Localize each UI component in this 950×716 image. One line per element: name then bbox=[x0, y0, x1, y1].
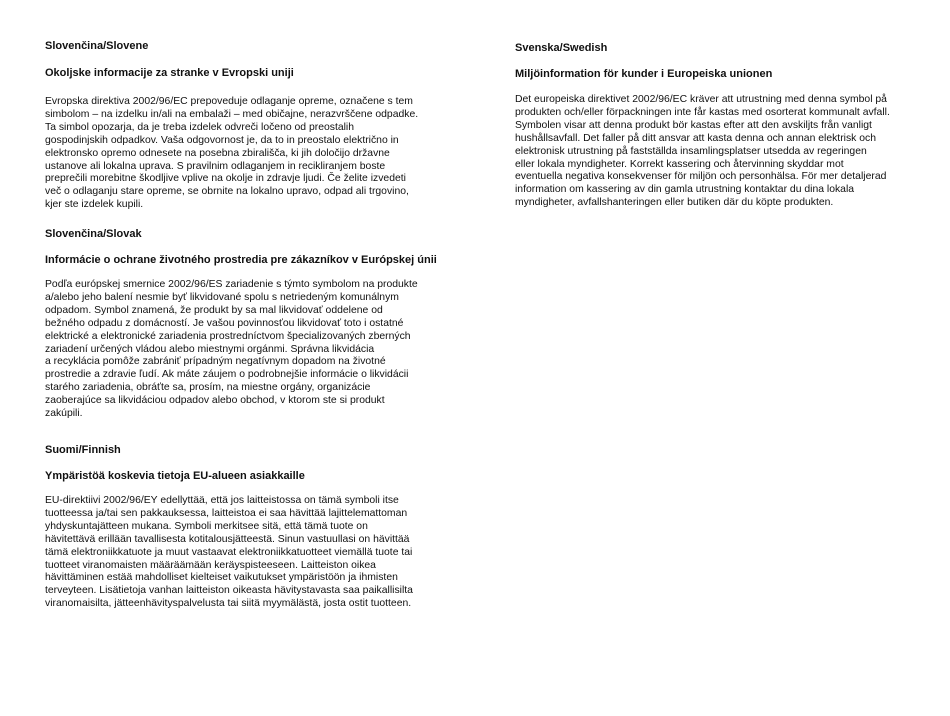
body-line: yhdyskuntajätteen mukana. Symboli merkitsee sitä, että tämä tuote on bbox=[45, 520, 368, 532]
body-line: eller lokala myndigheter. Korrekt kassering och återvinning skyddar mot bbox=[515, 158, 844, 170]
body-line: Podľa európskej smernice 2002/96/ES zariadenie s týmto symbolom na produkte bbox=[45, 279, 418, 290]
body-line: tuotteet viranomaisten määräämään keräyspisteeseen. Laitteiston oikea bbox=[45, 559, 376, 571]
body-line: zariadení určených vládou alebo miestnymi orgánmi. Správna likvidácia bbox=[45, 343, 375, 355]
body-line: a recyklácia pomôže zabrániť prípadným negatívnym dopadom na životné bbox=[45, 356, 386, 368]
section-heading-slovak: Informácie o ochrane životného prostredia pre zákazníkov v Európskej únii bbox=[45, 254, 437, 266]
body-line: simbolom – na izdelku in/ali na embalaži – med običajne, nerazvrščene odpadke. bbox=[45, 108, 419, 120]
body-line: gospodinjskih odpadkov. Vaša odgovornost je, da to in preostalo električno in bbox=[45, 134, 399, 146]
body-line: tuotteessa ja/tai sen pakkauksessa, laitteistoa ei saa hävittää lajittelemattoman bbox=[45, 507, 408, 519]
body-line: starého zariadenia, obráťte sa, prosím, na miestne orgány, organizácie bbox=[45, 382, 371, 394]
body-line: hushållsavfall. Det faller på ditt ansvar att kasta denna och annan elektrisk och bbox=[515, 132, 876, 144]
body-line: Evropska direktiva 2002/96/EC prepoveduje odlaganje opreme, označene s tem bbox=[45, 96, 413, 107]
language-title-slovene: Slovenčina/Slovene bbox=[45, 40, 149, 52]
body-line: zakúpili. bbox=[45, 408, 83, 420]
body-line: elektronisk utrustning på fastställda insamlingsplatser utsedda av regeringen bbox=[515, 145, 867, 157]
body-line: bežného odpadu z domácností. Je vašou povinnosťou likvidovať toto i ostatné bbox=[45, 317, 404, 329]
section-slovak bbox=[45, 228, 465, 420]
body-line: elektrické a elektronické zariadenia prostredníctvom špecializovaných zberných bbox=[45, 330, 411, 342]
section-body-slovene bbox=[45, 96, 465, 212]
section-slovene bbox=[45, 40, 465, 211]
body-line: myndigheter, avfallshanteringen eller butiken där du köpte produkten. bbox=[515, 197, 834, 209]
language-title-slovak: Slovenčina/Slovak bbox=[45, 228, 142, 240]
section-swedish bbox=[515, 42, 935, 209]
body-line: Symbolen visar att denna produkt bör kastas efter att den avskiljts från vanligt bbox=[515, 119, 872, 131]
body-line: hävittäminen estää mahdolliset kielteiset vaikutukset ympäristöön ja ihmisten bbox=[45, 572, 398, 584]
section-body-swedish bbox=[515, 94, 935, 210]
section-body-finnish bbox=[45, 495, 465, 611]
body-line: preprečili morebitne škodljive vplive na okolje in zdravje ljudi. Če želite izvedeti bbox=[45, 173, 406, 185]
section-body-slovak bbox=[45, 279, 465, 421]
body-line: prostredie a zdravie ľudí. Ak máte záujem o podrobnejšie informácie o likvidácii bbox=[45, 369, 409, 381]
body-line: information om kassering av din gamla utrustning kontaktar du dina lokala bbox=[515, 184, 855, 196]
body-line: Det europeiska direktivet 2002/96/EC kräver att utrustning med denna symbol på bbox=[515, 94, 887, 105]
language-title-finnish: Suomi/Finnish bbox=[45, 444, 121, 456]
body-line: EU-direktiivi 2002/96/EY edellyttää, että jos laitteistossa on tämä symboli itse bbox=[45, 495, 399, 506]
body-line: ustanove ali lokalna uprava. S pravilnim odlaganjem in recikliranjem boste bbox=[45, 160, 386, 172]
language-title-swedish: Svenska/Swedish bbox=[515, 42, 608, 54]
body-line: odpadom. Symbol znamená, že produkt by sa mal likvidovať oddelene od bbox=[45, 304, 383, 316]
body-line: zaoberajúce sa likvidáciou odpadov alebo obchod, v ktorom ste si produkt bbox=[45, 395, 385, 407]
section-heading-slovene: Okoljske informacije za stranke v Evropski uniji bbox=[45, 67, 294, 79]
body-line: hävitettävä erillään tavallisesta kotitalousjätteestä. Sinun vastuullasi on hävittää bbox=[45, 533, 410, 545]
body-line: produkten och/eller förpackningen inte får kastas med osorterat kommunalt avfall. bbox=[515, 106, 890, 118]
body-line: elektronsko opremo odnesete na posebna zbirališča, ki jih določijo državne bbox=[45, 147, 390, 159]
section-heading-swedish: Miljöinformation för kunder i Europeiska unionen bbox=[515, 68, 773, 80]
section-finnish bbox=[45, 444, 465, 610]
body-line: a/alebo jeho balení nesmie byť likvidované spolu s netriedeným komunálnym bbox=[45, 291, 399, 303]
body-line: viranomaisilta, jätteenhävityspalvelusta tai siitä myymälästä, josta ostit tuotteen. bbox=[45, 598, 412, 610]
body-line: tämä elektroniikkatuote ja muut vastaavat elektroniikkatuotteet viemällä tuote tai bbox=[45, 546, 413, 558]
body-line: eventuella negativa konsekvenser för miljön och personhälsa. För mer detaljerad bbox=[515, 171, 887, 183]
section-heading-finnish: Ympäristöä koskevia tietoja EU-alueen asiakkaille bbox=[45, 470, 305, 482]
body-line: kjer ste izdelek kupili. bbox=[45, 199, 144, 211]
body-line: terveyteen. Lisätietoja vanhan laitteiston oikeasta hävitystavasta saa paikallisilta bbox=[45, 585, 413, 597]
body-line: Ta simbol opozarja, da je treba izdelek odvreči ločeno od preostalih bbox=[45, 121, 355, 133]
body-line: več o odlaganju stare opreme, se obrnite na lokalno upravo, odpad ali trgovino, bbox=[45, 186, 409, 198]
